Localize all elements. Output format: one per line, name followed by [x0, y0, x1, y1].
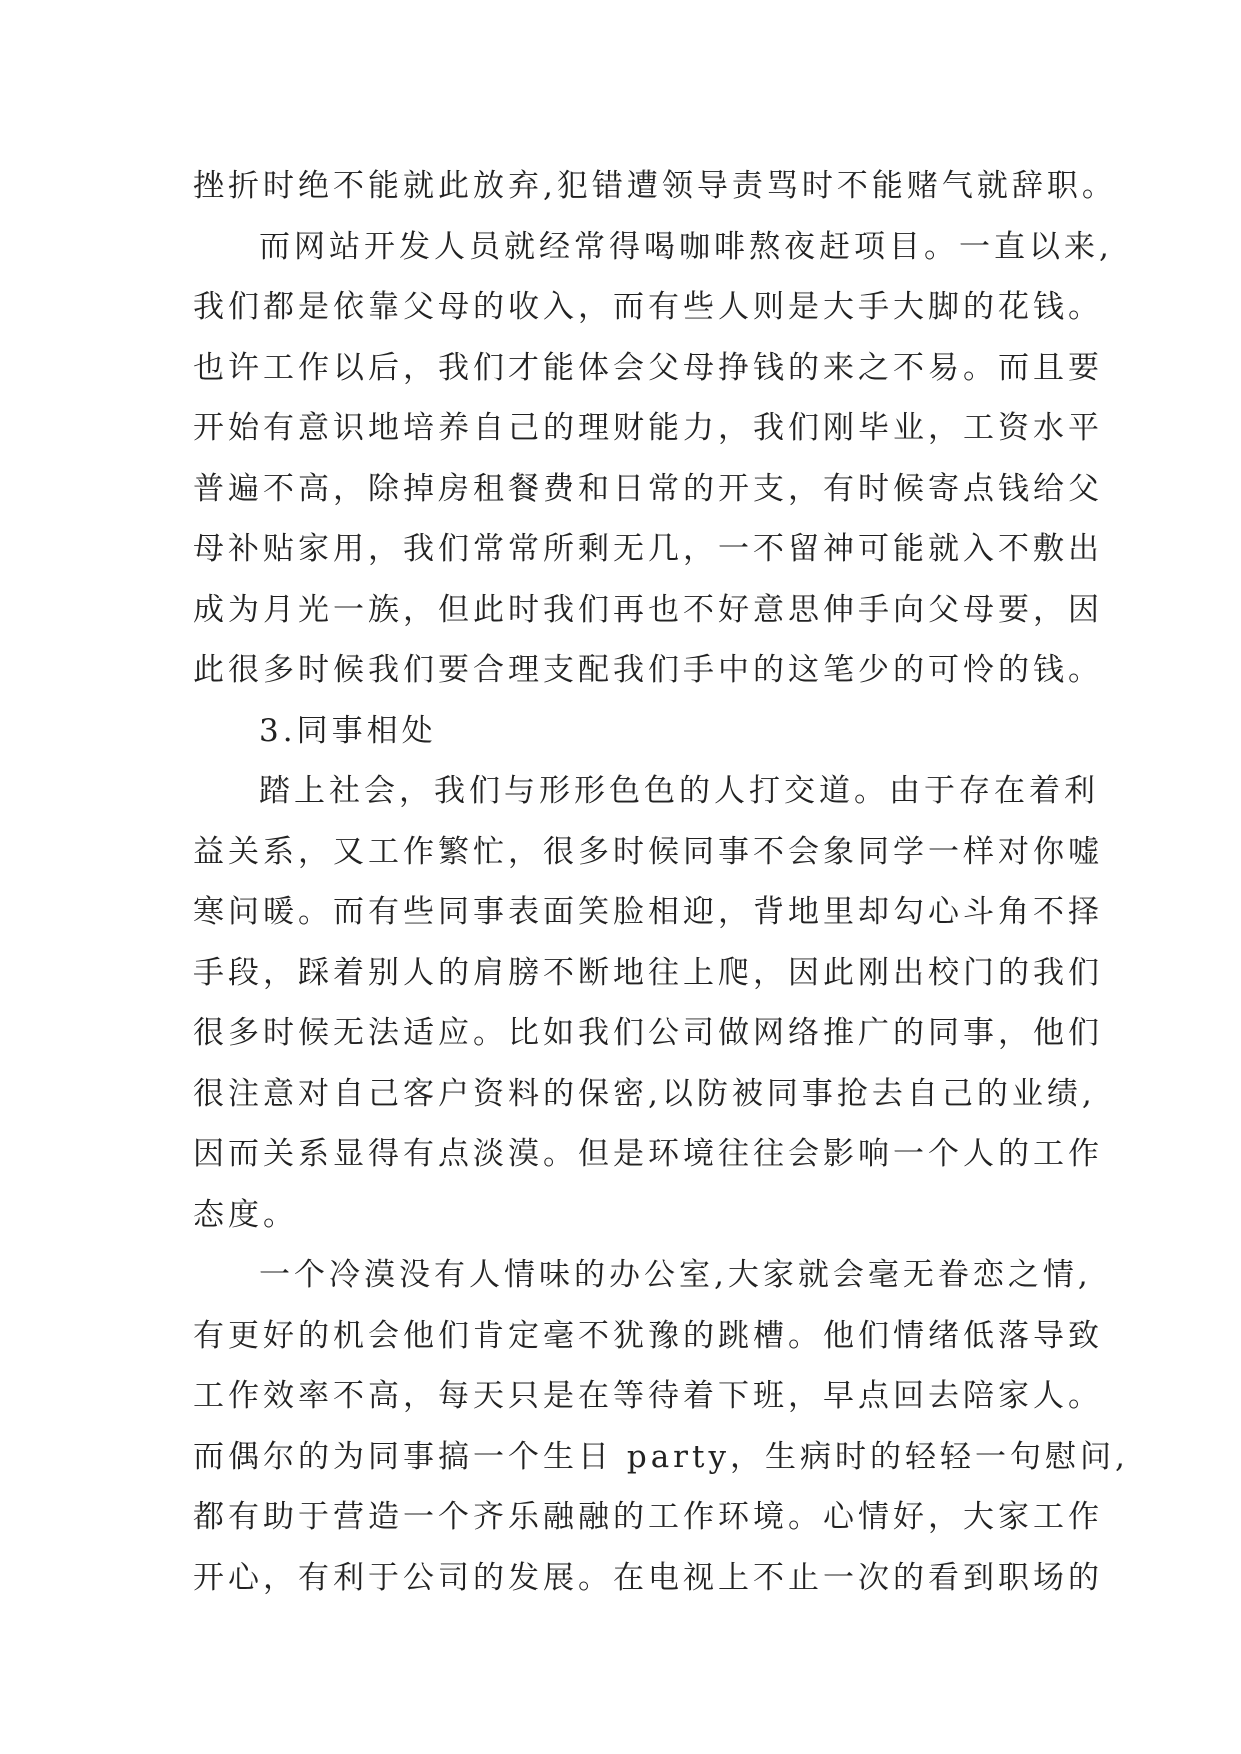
text-line: 益关系，又工作繁忙，很多时候同事不会象同学一样对你嘘 — [193, 833, 1103, 870]
text-line: 态度。 — [193, 1196, 298, 1233]
text-line: 很注意对自己客户资料的保密,以防被同事抢去自己的业绩, — [193, 1075, 1096, 1112]
section-heading: 3.同事相处 — [259, 712, 437, 749]
text-line: 因而关系显得有点淡漠。但是环境往往会影响一个人的工作 — [193, 1136, 1103, 1172]
text-line: 成为月光一族，但此时我们再也不好意思伸手向父母要，因 — [193, 591, 1103, 628]
text-line: 都有助于营造一个齐乐融融的工作环境。心情好，大家工作 — [193, 1499, 1103, 1535]
paragraph-first-line: 而网站开发人员就经常得喝咖啡熬夜赶项目。一直以来, — [259, 228, 1113, 265]
text-line: 有更好的机会他们肯定毫不犹豫的跳槽。他们情绪低落导致 — [193, 1317, 1103, 1354]
text-line: 手段，踩着别人的肩膀不断地往上爬，因此刚出校门的我们 — [193, 954, 1103, 991]
text-line: 此很多时候我们要合理支配我们手中的这笔少的可怜的钱。 — [193, 652, 1103, 688]
paragraph-first-line: 踏上社会，我们与形形色色的人打交道。由于存在着利 — [259, 773, 1099, 809]
text-line: 开始有意识地培养自己的理财能力，我们刚毕业，工资水平 — [193, 410, 1103, 446]
text-line: 而偶尔的为同事搞一个生日 party，生病时的轻轻一句慰问, — [193, 1438, 1129, 1475]
text-line: 普遍不高，除掉房租餐费和日常的开支，有时候寄点钱给父 — [193, 470, 1103, 507]
body-text — [193, 156, 1129, 1608]
text-line: 我们都是依靠父母的收入，而有些人则是大手大脚的花钱。 — [193, 289, 1103, 325]
text-line: 也许工作以后，我们才能体会父母挣钱的来之不易。而且要 — [193, 349, 1103, 386]
text-line: 工作效率不高，每天只是在等待着下班，早点回去陪家人。 — [193, 1378, 1103, 1414]
paragraph-first-line: 一个冷漠没有人情味的办公室,大家就会毫无眷恋之情, — [259, 1257, 1092, 1293]
text-line: 很多时候无法适应。比如我们公司做网络推广的同事，他们 — [193, 1015, 1103, 1051]
text-line: 挫折时绝不能就此放弃,犯错遭领导责骂时不能赌气就辞职。 — [193, 168, 1117, 204]
text-line: 开心，有利于公司的发展。在电视上不止一次的看到职场的 — [193, 1559, 1103, 1596]
text-line: 寒问暖。而有些同事表面笑脸相迎，背地里却勾心斗角不择 — [193, 894, 1103, 930]
text-line: 母补贴家用，我们常常所剩无几，一不留神可能就入不敷出 — [193, 531, 1103, 567]
